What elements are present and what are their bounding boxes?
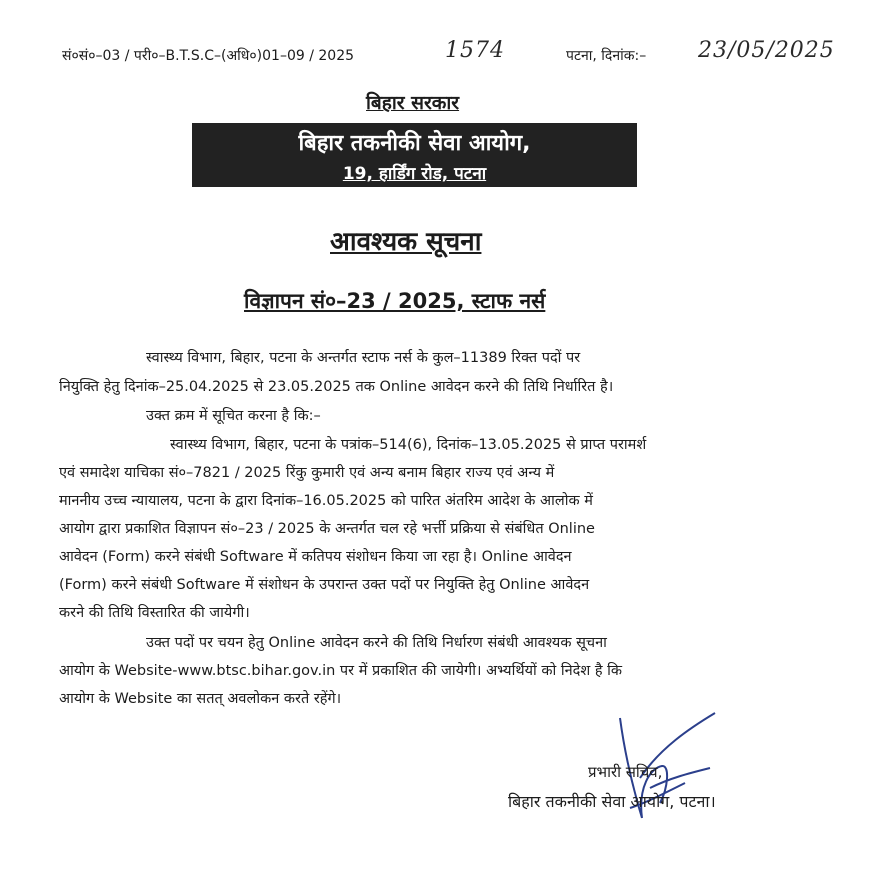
signatory-office: बिहार तकनीकी सेवा आयोग, पटना।: [508, 792, 716, 811]
commission-banner: [192, 123, 637, 187]
advertisement-title: विज्ञापन सं०–23 / 2025, स्टाफ नर्स: [244, 289, 546, 313]
body-line: आयोग के Website-www.btsc.bihar.gov.in पर में प्रकाशित की जायेगी। अभ्यर्थियों को निदेश है कि: [59, 663, 623, 679]
signatory-designation: प्रभारी सचिव,: [588, 763, 663, 781]
body-line: नियुक्ति हेतु दिनांक–25.04.2025 से 23.05.2025 तक Online आवेदन करने की तिथि निर्धारित है।: [59, 379, 614, 395]
handwritten-date: 23/05/2025: [698, 38, 835, 63]
body-line: उक्त पदों पर चयन हेतु Online आवेदन करने की तिथि निर्धारण संबंधी आवश्यक सूचना: [146, 635, 607, 651]
government-heading: बिहार सरकार: [366, 92, 460, 114]
handwritten-ref-number: 1574: [445, 38, 505, 63]
body-line: (Form) करने संबंधी Software में संशोधन के उपरान्त उक्त पदों पर नियुक्ति हेतु Online आवेदन: [59, 577, 590, 593]
body-line: स्वास्थ्य विभाग, बिहार, पटना के अन्तर्गत स्टाफ नर्स के कुल–11389 रिक्त पदों पर: [146, 350, 581, 366]
reference-number: सं०सं०–03 / परी०–B.T.S.C–(अधि०)01–09 / 2025: [62, 48, 355, 64]
body-line: आयोग द्वारा प्रकाशित विज्ञापन सं०–23 / 2025 के अन्तर्गत चल रहे भर्त्ती प्रक्रिया से संबंधित Online: [59, 521, 595, 537]
commission-address: 19, हार्डिंग रोड, पटना: [342, 164, 487, 184]
body-line: एवं समादेश याचिका सं०–7821 / 2025 रिंकु कुमारी एवं अन्य बनाम बिहार राज्य एवं अन्य में: [59, 465, 555, 481]
body-line: करने की तिथि विस्तारित की जायेगी।: [59, 605, 250, 621]
body-line: उक्त क्रम में सूचित करना है कि:–: [146, 408, 321, 424]
body-line: स्वास्थ्य विभाग, बिहार, पटना के पत्रांक–514(6), दिनांक–13.05.2025 से प्राप्त परामर्श: [170, 437, 647, 453]
commission-name: बिहार तकनीकी सेवा आयोग,: [298, 131, 531, 156]
notice-title: आवश्यक सूचना: [330, 227, 482, 257]
body-line: आयोग के Website का सतत् अवलोकन करते रहेंगे।: [59, 691, 342, 707]
body-line: आवेदन (Form) करने संबंधी Software में कतिपय संशोधन किया जा रहा है। Online आवेदन: [59, 549, 572, 565]
place-date-label: पटना, दिनांक:–: [566, 48, 647, 64]
body-line: माननीय उच्च न्यायालय, पटना के द्वारा दिनांक–16.05.2025 को पारित अंतरिम आदेश के आलोक में: [59, 493, 593, 509]
